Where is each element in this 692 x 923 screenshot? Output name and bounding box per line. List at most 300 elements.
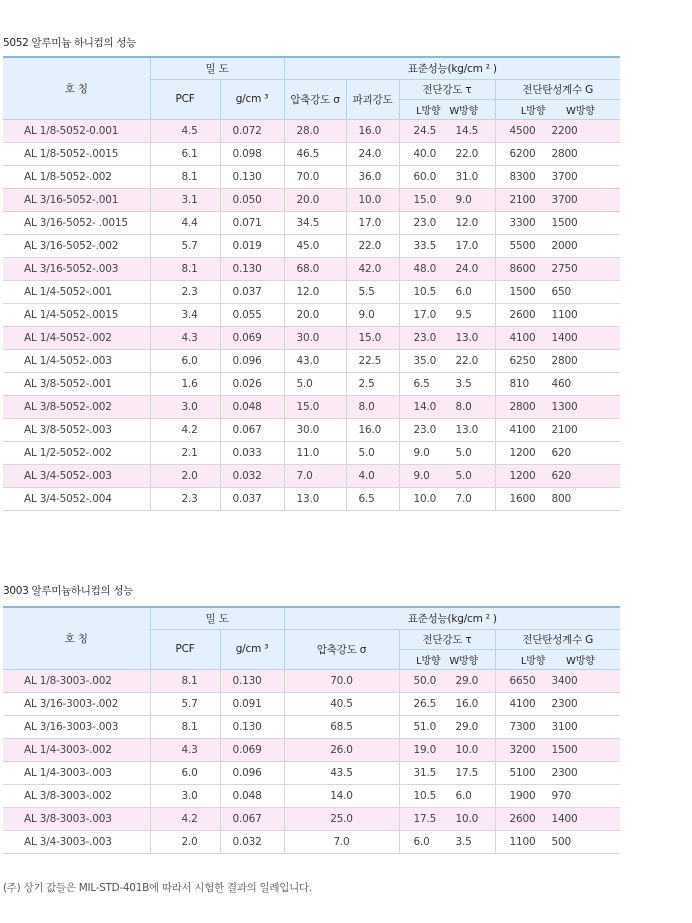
cell-shear-w: 22.0 [455, 147, 479, 160]
cell-modulus-w: 1500 [551, 216, 578, 229]
cell-shear-l: 9.0 [413, 446, 430, 459]
cell-pcf: 8.1 [150, 165, 220, 188]
cell-modulus-w: 3700 [551, 170, 578, 183]
cell-shear-l: 6.0 [413, 835, 430, 848]
cell-shear-l: 9.0 [413, 469, 430, 482]
cell-pcf: 6.1 [150, 142, 220, 165]
header-pcf: PCF [150, 79, 220, 119]
cell-shear-l: 10.5 [413, 285, 437, 298]
cell-shear-l: 35.0 [413, 354, 437, 367]
cell-density: 0.071 [220, 211, 284, 234]
cell-modulus-w: 800 [551, 492, 571, 505]
header-w-direction: W방향 [566, 655, 595, 667]
header-shear-lw [399, 99, 495, 119]
header-pcf: PCF [150, 629, 220, 669]
cell-name: AL 1/4-3003-.003 [3, 761, 150, 784]
cell-shear-w: 5.0 [455, 469, 472, 482]
cell-shear-w: 29.0 [455, 674, 479, 687]
cell-modulus [495, 669, 620, 692]
cell-pcf: 2.3 [150, 280, 220, 303]
cell-name: AL 3/4-5052-.004 [3, 487, 150, 510]
cell-shear [399, 784, 495, 807]
cell-modulus-w: 3100 [551, 720, 578, 733]
cell-shear-l: 51.0 [413, 720, 437, 733]
cell-modulus-l: 6650 [509, 674, 536, 687]
cell-pcf: 8.1 [150, 669, 220, 692]
cell-modulus [495, 188, 620, 211]
cell-shear-l: 6.5 [413, 377, 430, 390]
cell-modulus [495, 372, 620, 395]
cell-density: 0.067 [220, 807, 284, 830]
cell-shear [399, 738, 495, 761]
cell-compress: 26.0 [284, 738, 399, 761]
cell-shear-l: 15.0 [413, 193, 437, 206]
cell-pcf: 2.0 [150, 830, 220, 853]
cell-name: AL 1/4-5052-.0015 [3, 303, 150, 326]
cell-name: AL 3/16-3003-.003 [3, 715, 150, 738]
cell-modulus [495, 280, 620, 303]
header-performance: 표준성능(kg/cm ² ) [284, 57, 620, 79]
cell-shear-l: 50.0 [413, 674, 437, 687]
cell-pcf: 4.2 [150, 807, 220, 830]
cell-shear [399, 257, 495, 280]
header-modulus: 전단탄성계수 G [495, 629, 620, 649]
cell-compress: 45.0 [284, 234, 346, 257]
header-density: 밀 도 [150, 607, 284, 629]
cell-pcf: 4.4 [150, 211, 220, 234]
cell-modulus-w: 460 [551, 377, 571, 390]
cell-compress: 40.5 [284, 692, 399, 715]
cell-compress: 20.0 [284, 303, 346, 326]
cell-pcf: 5.7 [150, 234, 220, 257]
footnote: (주) 상기 값들은 MIL-STD-401B에 따라서 시험한 결과의 일례입니다. [3, 882, 312, 894]
cell-modulus [495, 830, 620, 853]
cell-pcf: 8.1 [150, 257, 220, 280]
cell-compress: 34.5 [284, 211, 346, 234]
table-row [3, 188, 620, 211]
cell-density: 0.069 [220, 738, 284, 761]
cell-shear-l: 19.0 [413, 743, 437, 756]
cell-density: 0.072 [220, 119, 284, 142]
cell-pcf: 2.1 [150, 441, 220, 464]
cell-modulus [495, 487, 620, 510]
cell-modulus [495, 464, 620, 487]
cell-shear [399, 188, 495, 211]
cell-compress: 70.0 [284, 165, 346, 188]
cell-modulus [495, 257, 620, 280]
cell-shear [399, 142, 495, 165]
cell-shear [399, 303, 495, 326]
cell-shear-w: 7.0 [455, 492, 472, 505]
cell-shear-l: 10.0 [413, 492, 437, 505]
cell-pcf: 6.0 [150, 349, 220, 372]
cell-modulus-l: 8300 [509, 170, 536, 183]
cell-modulus [495, 303, 620, 326]
cell-modulus [495, 715, 620, 738]
cell-compress: 68.5 [284, 715, 399, 738]
cell-compress: 11.0 [284, 441, 346, 464]
cell-shear-w: 8.0 [455, 400, 472, 413]
cell-shear-w: 3.5 [455, 377, 472, 390]
cell-pcf: 4.3 [150, 326, 220, 349]
cell-name: AL 1/4-3003-.002 [3, 738, 150, 761]
cell-modulus-w: 1400 [551, 812, 578, 825]
cell-fracture: 22.0 [346, 234, 399, 257]
cell-shear-w: 17.5 [455, 766, 479, 779]
cell-modulus-l: 1200 [509, 469, 536, 482]
header-shear-lw [399, 649, 495, 669]
cell-fracture: 5.5 [346, 280, 399, 303]
cell-modulus-l: 8600 [509, 262, 536, 275]
cell-name: AL 3/16-5052- .0015 [3, 211, 150, 234]
table-row [3, 464, 620, 487]
cell-modulus-l: 1500 [509, 285, 536, 298]
cell-compress: 15.0 [284, 395, 346, 418]
cell-shear-w: 13.0 [455, 423, 479, 436]
cell-shear-l: 40.0 [413, 147, 437, 160]
cell-modulus-w: 1400 [551, 331, 578, 344]
cell-density: 0.130 [220, 165, 284, 188]
cell-fracture: 9.0 [346, 303, 399, 326]
cell-shear [399, 418, 495, 441]
cell-shear-w: 24.0 [455, 262, 479, 275]
cell-name: AL 3/4-5052-.003 [3, 464, 150, 487]
cell-shear [399, 464, 495, 487]
table-row [3, 326, 620, 349]
cell-pcf: 8.1 [150, 715, 220, 738]
cell-modulus-w: 2300 [551, 697, 578, 710]
table-row [3, 119, 620, 142]
cell-fracture: 10.0 [346, 188, 399, 211]
cell-shear-w: 29.0 [455, 720, 479, 733]
header-l-direction: L방향 [520, 105, 546, 117]
cell-name: AL 1/8-5052-.002 [3, 165, 150, 188]
cell-fracture: 24.0 [346, 142, 399, 165]
cell-density: 0.130 [220, 715, 284, 738]
cell-pcf: 3.0 [150, 395, 220, 418]
cell-shear-w: 31.0 [455, 170, 479, 183]
cell-modulus-l: 4100 [509, 331, 536, 344]
cell-modulus [495, 326, 620, 349]
table-3003-title: 3003 알루미늄하니컴의 성능 [3, 585, 134, 597]
cell-modulus [495, 119, 620, 142]
cell-modulus-w: 1100 [551, 308, 578, 321]
cell-name: AL 1/4-5052-.002 [3, 326, 150, 349]
cell-shear-l: 24.5 [413, 124, 437, 137]
cell-density: 0.019 [220, 234, 284, 257]
cell-name: AL 3/4-3003-.003 [3, 830, 150, 853]
cell-modulus-l: 2800 [509, 400, 536, 413]
cell-name: AL 1/2-5052-.002 [3, 441, 150, 464]
cell-density: 0.033 [220, 441, 284, 464]
cell-shear-l: 33.5 [413, 239, 437, 252]
cell-shear [399, 692, 495, 715]
cell-density: 0.048 [220, 784, 284, 807]
table-5052 [3, 56, 620, 511]
cell-compress: 20.0 [284, 188, 346, 211]
cell-modulus-w: 3700 [551, 193, 578, 206]
cell-modulus-l: 3200 [509, 743, 536, 756]
cell-pcf: 3.1 [150, 188, 220, 211]
cell-modulus-w: 2800 [551, 354, 578, 367]
cell-fracture: 17.0 [346, 211, 399, 234]
cell-modulus [495, 418, 620, 441]
cell-name: AL 3/16-5052-.003 [3, 257, 150, 280]
cell-name: AL 1/4-5052-.003 [3, 349, 150, 372]
cell-modulus-w: 650 [551, 285, 571, 298]
header-gcm: g/cm ³ [220, 629, 284, 669]
cell-density: 0.050 [220, 188, 284, 211]
cell-fracture: 8.0 [346, 395, 399, 418]
cell-pcf: 4.2 [150, 418, 220, 441]
cell-modulus-l: 7300 [509, 720, 536, 733]
cell-modulus-w: 500 [551, 835, 571, 848]
cell-modulus-w: 2800 [551, 147, 578, 160]
cell-compress: 46.5 [284, 142, 346, 165]
cell-shear-l: 23.0 [413, 216, 437, 229]
cell-shear [399, 119, 495, 142]
cell-pcf: 3.0 [150, 784, 220, 807]
cell-density: 0.069 [220, 326, 284, 349]
cell-compress: 43.5 [284, 761, 399, 784]
cell-fracture: 4.0 [346, 464, 399, 487]
cell-shear [399, 234, 495, 257]
cell-compress: 7.0 [284, 464, 346, 487]
cell-density: 0.096 [220, 349, 284, 372]
cell-shear-l: 26.5 [413, 697, 437, 710]
cell-modulus-l: 4100 [509, 423, 536, 436]
cell-shear-l: 17.0 [413, 308, 437, 321]
cell-shear [399, 165, 495, 188]
cell-modulus-w: 1500 [551, 743, 578, 756]
cell-name: AL 1/4-5052-.001 [3, 280, 150, 303]
cell-shear-l: 60.0 [413, 170, 437, 183]
table-row [3, 372, 620, 395]
table-row [3, 142, 620, 165]
header-compress: 압축강도 σ [284, 629, 399, 669]
cell-density: 0.067 [220, 418, 284, 441]
cell-density: 0.032 [220, 464, 284, 487]
cell-shear-w: 3.5 [455, 835, 472, 848]
cell-density: 0.037 [220, 280, 284, 303]
cell-pcf: 2.0 [150, 464, 220, 487]
table-row [3, 761, 620, 784]
cell-fracture: 42.0 [346, 257, 399, 280]
table-row [3, 441, 620, 464]
header-l-direction: L방향 [520, 655, 546, 667]
cell-modulus-l: 3300 [509, 216, 536, 229]
cell-name: AL 1/8-3003-.002 [3, 669, 150, 692]
cell-modulus-l: 810 [509, 377, 529, 390]
cell-modulus [495, 234, 620, 257]
cell-modulus [495, 738, 620, 761]
cell-shear [399, 441, 495, 464]
header-fracture: 파괴강도 [346, 79, 399, 119]
header-density: 밀 도 [150, 57, 284, 79]
cell-density: 0.026 [220, 372, 284, 395]
cell-modulus-w: 3400 [551, 674, 578, 687]
cell-shear-w: 12.0 [455, 216, 479, 229]
header-name: 호 칭 [3, 607, 150, 669]
cell-shear-l: 31.5 [413, 766, 437, 779]
cell-compress: 25.0 [284, 807, 399, 830]
table-row [3, 738, 620, 761]
cell-modulus-l: 2600 [509, 308, 536, 321]
table-row [3, 830, 620, 853]
cell-shear-l: 23.0 [413, 423, 437, 436]
cell-shear-l: 14.0 [413, 400, 437, 413]
cell-compress: 28.0 [284, 119, 346, 142]
header-compress: 압축강도 σ [284, 79, 346, 119]
table-5052-title: 5052 알루미늄 하니컴의 성능 [3, 37, 137, 49]
cell-shear-l: 23.0 [413, 331, 437, 344]
cell-pcf: 4.5 [150, 119, 220, 142]
cell-modulus-w: 620 [551, 446, 571, 459]
cell-compress: 70.0 [284, 669, 399, 692]
table-row [3, 669, 620, 692]
cell-modulus [495, 142, 620, 165]
cell-modulus-w: 1300 [551, 400, 578, 413]
cell-name: AL 3/16-5052-.001 [3, 188, 150, 211]
cell-name: AL 3/8-5052-.003 [3, 418, 150, 441]
table-row [3, 395, 620, 418]
cell-shear-w: 10.0 [455, 743, 479, 756]
cell-density: 0.098 [220, 142, 284, 165]
cell-modulus [495, 211, 620, 234]
table-row [3, 234, 620, 257]
table-row [3, 807, 620, 830]
cell-pcf: 2.3 [150, 487, 220, 510]
cell-compress: 12.0 [284, 280, 346, 303]
cell-modulus [495, 441, 620, 464]
cell-shear-l: 48.0 [413, 262, 437, 275]
header-shear: 전단강도 τ [399, 79, 495, 99]
cell-modulus-l: 2600 [509, 812, 536, 825]
cell-modulus-w: 2200 [551, 124, 578, 137]
cell-fracture: 16.0 [346, 418, 399, 441]
cell-fracture: 2.5 [346, 372, 399, 395]
cell-pcf: 5.7 [150, 692, 220, 715]
cell-shear [399, 395, 495, 418]
cell-modulus [495, 692, 620, 715]
table-row [3, 280, 620, 303]
header-shear: 전단강도 τ [399, 629, 495, 649]
table-row [3, 165, 620, 188]
cell-compress: 30.0 [284, 326, 346, 349]
table-row [3, 349, 620, 372]
cell-modulus-l: 6250 [509, 354, 536, 367]
cell-fracture: 36.0 [346, 165, 399, 188]
cell-name: AL 3/8-5052-.001 [3, 372, 150, 395]
cell-modulus-l: 5500 [509, 239, 536, 252]
cell-shear [399, 715, 495, 738]
cell-modulus-l: 4100 [509, 697, 536, 710]
cell-shear-w: 16.0 [455, 697, 479, 710]
cell-shear [399, 211, 495, 234]
cell-modulus-w: 2750 [551, 262, 578, 275]
cell-shear-w: 13.0 [455, 331, 479, 344]
cell-modulus-w: 970 [551, 789, 571, 802]
cell-shear-w: 6.0 [455, 285, 472, 298]
cell-shear [399, 669, 495, 692]
cell-name: AL 3/8-3003-.003 [3, 807, 150, 830]
cell-compress: 7.0 [284, 830, 399, 853]
header-modulus-lw [495, 649, 620, 669]
header-w-direction: W방향 [449, 105, 478, 117]
cell-shear-w: 22.0 [455, 354, 479, 367]
cell-modulus-l: 4500 [509, 124, 536, 137]
cell-name: AL 3/16-3003-.002 [3, 692, 150, 715]
cell-fracture: 5.0 [346, 441, 399, 464]
header-modulus-lw [495, 99, 620, 119]
header-name: 호 칭 [3, 57, 150, 119]
cell-shear-w: 5.0 [455, 446, 472, 459]
cell-shear-w: 14.5 [455, 124, 479, 137]
cell-compress: 68.0 [284, 257, 346, 280]
table-3003 [3, 606, 620, 854]
cell-shear [399, 807, 495, 830]
cell-shear-l: 10.5 [413, 789, 437, 802]
cell-density: 0.096 [220, 761, 284, 784]
header-performance: 표준성능(kg/cm ² ) [284, 607, 620, 629]
cell-shear-w: 6.0 [455, 789, 472, 802]
cell-shear [399, 761, 495, 784]
table-row [3, 784, 620, 807]
cell-modulus-w: 2000 [551, 239, 578, 252]
table-row [3, 715, 620, 738]
cell-modulus [495, 349, 620, 372]
table-row [3, 692, 620, 715]
cell-modulus-w: 2100 [551, 423, 578, 436]
cell-density: 0.032 [220, 830, 284, 853]
table-row [3, 211, 620, 234]
cell-fracture: 6.5 [346, 487, 399, 510]
cell-modulus-l: 2100 [509, 193, 536, 206]
table-row [3, 303, 620, 326]
table-row [3, 257, 620, 280]
cell-shear-w: 9.5 [455, 308, 472, 321]
cell-compress: 5.0 [284, 372, 346, 395]
cell-shear [399, 280, 495, 303]
header-gcm: g/cm ³ [220, 79, 284, 119]
header-w-direction: W방향 [566, 105, 595, 117]
cell-fracture: 22.5 [346, 349, 399, 372]
cell-modulus-w: 620 [551, 469, 571, 482]
header-l-direction: L방향 [416, 655, 441, 667]
table-row [3, 487, 620, 510]
cell-shear [399, 349, 495, 372]
cell-modulus [495, 761, 620, 784]
cell-fracture: 15.0 [346, 326, 399, 349]
cell-modulus [495, 395, 620, 418]
cell-density: 0.130 [220, 257, 284, 280]
cell-name: AL 1/8-5052-.0015 [3, 142, 150, 165]
cell-shear-w: 17.0 [455, 239, 479, 252]
cell-modulus-l: 1100 [509, 835, 536, 848]
cell-density: 0.130 [220, 669, 284, 692]
cell-name: AL 3/8-5052-.002 [3, 395, 150, 418]
cell-modulus [495, 807, 620, 830]
cell-modulus [495, 165, 620, 188]
cell-name: AL 1/8-5052-0.001 [3, 119, 150, 142]
cell-name: AL 3/8-3003-.002 [3, 784, 150, 807]
cell-pcf: 4.3 [150, 738, 220, 761]
cell-modulus-l: 6200 [509, 147, 536, 160]
cell-compress: 14.0 [284, 784, 399, 807]
cell-shear-w: 9.0 [455, 193, 472, 206]
cell-shear [399, 326, 495, 349]
cell-shear [399, 487, 495, 510]
